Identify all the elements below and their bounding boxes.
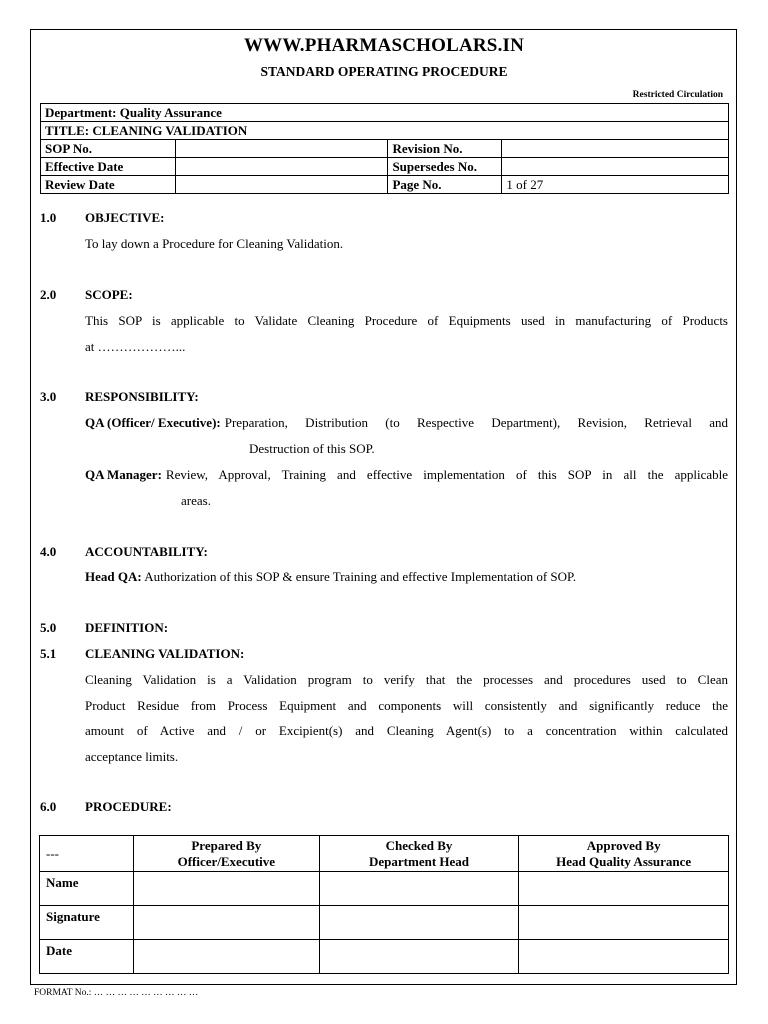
format-number: FORMAT No.: … … … … … … … … … xyxy=(34,988,199,998)
definition-heading: DEFINITION: xyxy=(85,620,169,635)
accountability-heading: ACCOUNTABILITY: xyxy=(85,544,208,559)
date-checked-cell xyxy=(319,940,519,974)
sop-info-table xyxy=(40,103,729,194)
review-date-label: Review Date xyxy=(41,176,176,194)
qa-manager-line-1 xyxy=(85,467,728,483)
page-no-value: 1 of 27 xyxy=(502,176,729,194)
procedure-heading: PROCEDURE: xyxy=(85,799,172,814)
definition-text-line-4: acceptance limits. xyxy=(85,749,179,764)
cleaning-validation-heading: CLEANING VALIDATION: xyxy=(85,646,245,661)
department-row xyxy=(41,104,729,122)
approved-by-role: Head Quality Assurance xyxy=(556,853,692,869)
checked-by-title: Checked By xyxy=(385,837,453,853)
signature-checked-cell xyxy=(319,906,519,940)
scope-number: 2.0 xyxy=(40,287,57,302)
name-prepared-cell xyxy=(133,872,319,906)
qa-officer-duties: Preparation, Distribution (to Respective Department), Revision, Retrieval and xyxy=(224,415,728,430)
accountability-line xyxy=(85,569,576,585)
revision-label: Revision No. xyxy=(388,140,502,158)
signature-row-label: Signature xyxy=(40,906,134,940)
scope-text-line-1: This SOP is applicable to Validate Cleaning Procedure of Equipments used in manufacturing of Products xyxy=(85,313,728,328)
procedure-number: 6.0 xyxy=(40,799,57,814)
prepared-by-title: Prepared By xyxy=(191,837,262,853)
prepared-by-header xyxy=(133,836,319,872)
qa-officer-line-1 xyxy=(85,415,728,431)
review-date-value xyxy=(175,176,388,194)
approved-by-title: Approved By xyxy=(586,837,661,853)
department-cell: Department: Quality Assurance xyxy=(41,104,729,122)
title-cell: TITLE: CLEANING VALIDATION xyxy=(41,122,729,140)
supersedes-value xyxy=(502,158,729,176)
signature-row xyxy=(40,906,729,940)
qa-officer-duties-continued: Destruction of this SOP. xyxy=(249,441,375,456)
signature-prepared-cell xyxy=(133,906,319,940)
sop-no-value xyxy=(175,140,388,158)
objective-text: To lay down a Procedure for Cleaning Validation. xyxy=(85,236,344,251)
prepared-by-role: Officer/Executive xyxy=(177,853,276,869)
objective-heading: OBJECTIVE: xyxy=(85,210,165,225)
definition-text-line-1: Cleaning Validation is a Validation program to verify that the processes and procedures used to Clean xyxy=(85,672,728,687)
date-approved-cell xyxy=(519,940,729,974)
review-date-row xyxy=(41,176,729,194)
scope-text-line-2: at ………………... xyxy=(85,339,186,354)
qa-manager-duties: Review, Approval, Training and effective implementation of this SOP in all the applicable xyxy=(165,467,728,482)
revision-value xyxy=(502,140,729,158)
date-row-label: Date xyxy=(40,940,134,974)
definition-text-line-2: Product Residue from Process Equipment and components will consistently and significantly reduce the xyxy=(85,698,728,713)
qa-manager-duties-continued: areas. xyxy=(181,493,211,508)
responsibility-heading: RESPONSIBILITY: xyxy=(85,389,199,404)
definition-text-line-3: amount of Active and / or Excipient(s) and Cleaning Agent(s) to a concentration within calculated xyxy=(85,723,728,738)
name-checked-cell xyxy=(319,872,519,906)
date-prepared-cell xyxy=(133,940,319,974)
sop-no-label: SOP No. xyxy=(41,140,176,158)
site-title: WWW.PHARMASCHOLARS.IN xyxy=(243,35,525,56)
responsibility-number: 3.0 xyxy=(40,389,57,404)
objective-number: 1.0 xyxy=(40,210,57,225)
effective-date-label: Effective Date xyxy=(41,158,176,176)
title-row xyxy=(41,122,729,140)
page-no-label: Page No. xyxy=(388,176,502,194)
qa-officer-label: QA (Officer/ Executive): xyxy=(85,415,221,430)
date-row xyxy=(40,940,729,974)
sop-no-row xyxy=(41,140,729,158)
signature-table xyxy=(39,835,729,974)
checked-by-role: Department Head xyxy=(369,853,470,869)
definition-number: 5.0 xyxy=(40,620,57,635)
table-corner: --- xyxy=(40,836,134,872)
signature-approved-cell xyxy=(519,906,729,940)
name-row-label: Name xyxy=(40,872,134,906)
supersedes-label: Supersedes No. xyxy=(388,158,502,176)
name-row xyxy=(40,872,729,906)
name-approved-cell xyxy=(519,872,729,906)
scope-heading: SCOPE: xyxy=(85,287,133,302)
head-qa-duties: Authorization of this SOP & ensure Training and effective Implementation of SOP. xyxy=(144,569,577,584)
document-type: STANDARD OPERATING PROCEDURE xyxy=(260,64,508,79)
restricted-circulation-label: Restricted Circulation xyxy=(632,90,723,100)
signature-table-header xyxy=(40,836,729,872)
effective-date-row xyxy=(41,158,729,176)
cleaning-validation-number: 5.1 xyxy=(40,646,57,661)
approved-by-header xyxy=(519,836,729,872)
effective-date-value xyxy=(175,158,388,176)
checked-by-header xyxy=(319,836,519,872)
qa-manager-label: QA Manager: xyxy=(85,467,162,482)
accountability-number: 4.0 xyxy=(40,544,57,559)
head-qa-label: Head QA: xyxy=(85,569,142,584)
